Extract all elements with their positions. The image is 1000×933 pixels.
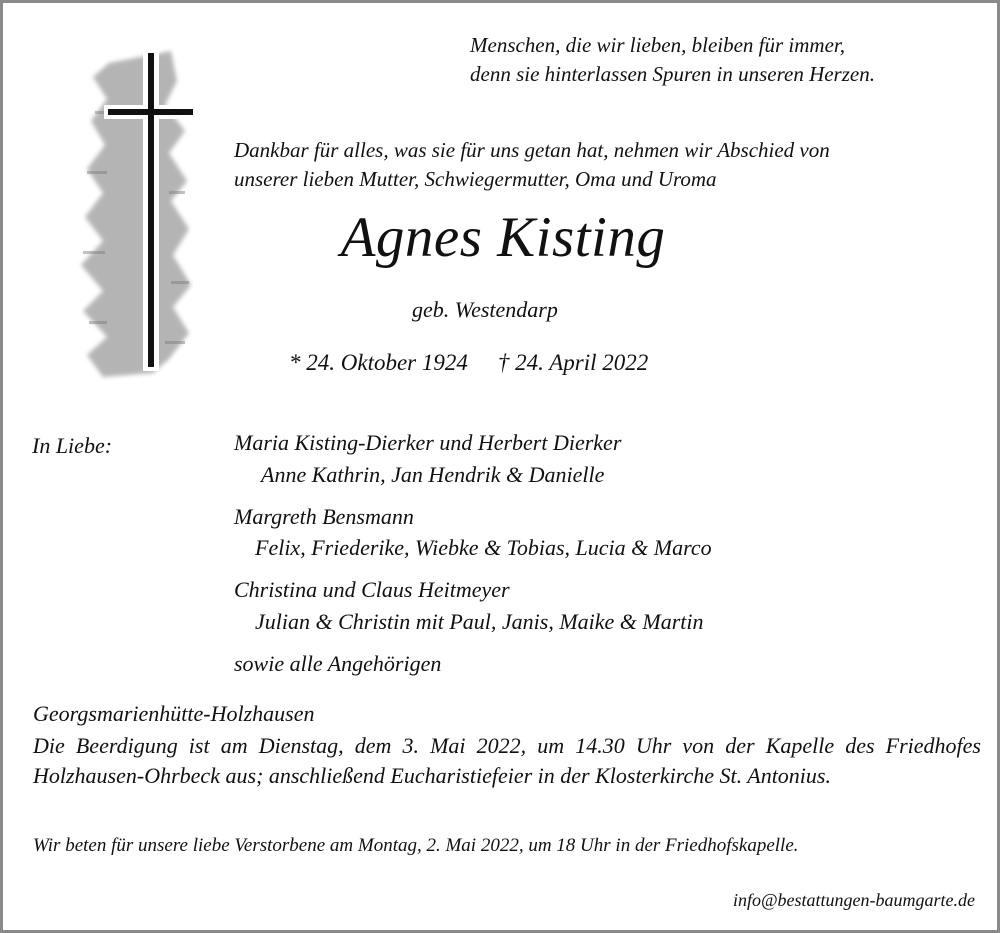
prayer-details: Wir beten für unsere liebe Verstorbene am Montag, 2. Mai 2022, um 18 Uhr in der Friedhofskapelle. <box>33 835 799 856</box>
death-date: † 24. April 2022 <box>497 350 649 375</box>
intro-line: Dankbar für alles, was sie für uns getan hat, nehmen wir Abschied von <box>234 138 830 162</box>
intro-line: unserer lieben Mutter, Schwiegermutter, Oma und Uroma <box>234 167 717 191</box>
quote-line: denn sie hinterlassen Spuren in unseren Herzen. <box>470 62 875 86</box>
family-line: Felix, Friederike, Wiebke & Tobias, Lucia & Marco <box>255 535 712 560</box>
birth-date: * 24. Oktober 1924 <box>289 350 468 375</box>
birth-name: geb. Westendarp <box>412 297 558 322</box>
family-line: Julian & Christin mit Paul, Janis, Maike & Martin <box>255 609 704 634</box>
family-line: Christina und Claus Heitmeyer <box>234 577 510 602</box>
family-line: sowie alle Angehörigen <box>234 651 442 676</box>
life-dates <box>289 347 648 379</box>
in-love-label: In Liebe: <box>32 433 113 458</box>
intro-text <box>234 136 830 194</box>
family-line: Anne Kathrin, Jan Hendrik & Danielle <box>261 462 605 487</box>
funeral-details: Die Beerdigung ist am Dienstag, dem 3. Mai 2022, um 14.30 Uhr von der Kapelle des Friedhofes Holzhausen-Ohrbeck aus; anschließend Eucharistiefeier in der Klosterkirche St. Antonius. <box>33 733 981 788</box>
quote-line: Menschen, die wir lieben, bleiben für immer, <box>470 33 846 57</box>
quote <box>470 31 875 89</box>
family-line: Maria Kisting-Dierker und Herbert Dierker <box>234 430 622 455</box>
family-line: Margreth Bensmann <box>234 504 414 529</box>
contact-email: info@bestattungen-baumgarte.de <box>732 890 975 910</box>
place-name: Georgsmarienhütte-Holzhausen <box>33 701 315 726</box>
deceased-name: Agnes Kisting <box>340 206 666 269</box>
